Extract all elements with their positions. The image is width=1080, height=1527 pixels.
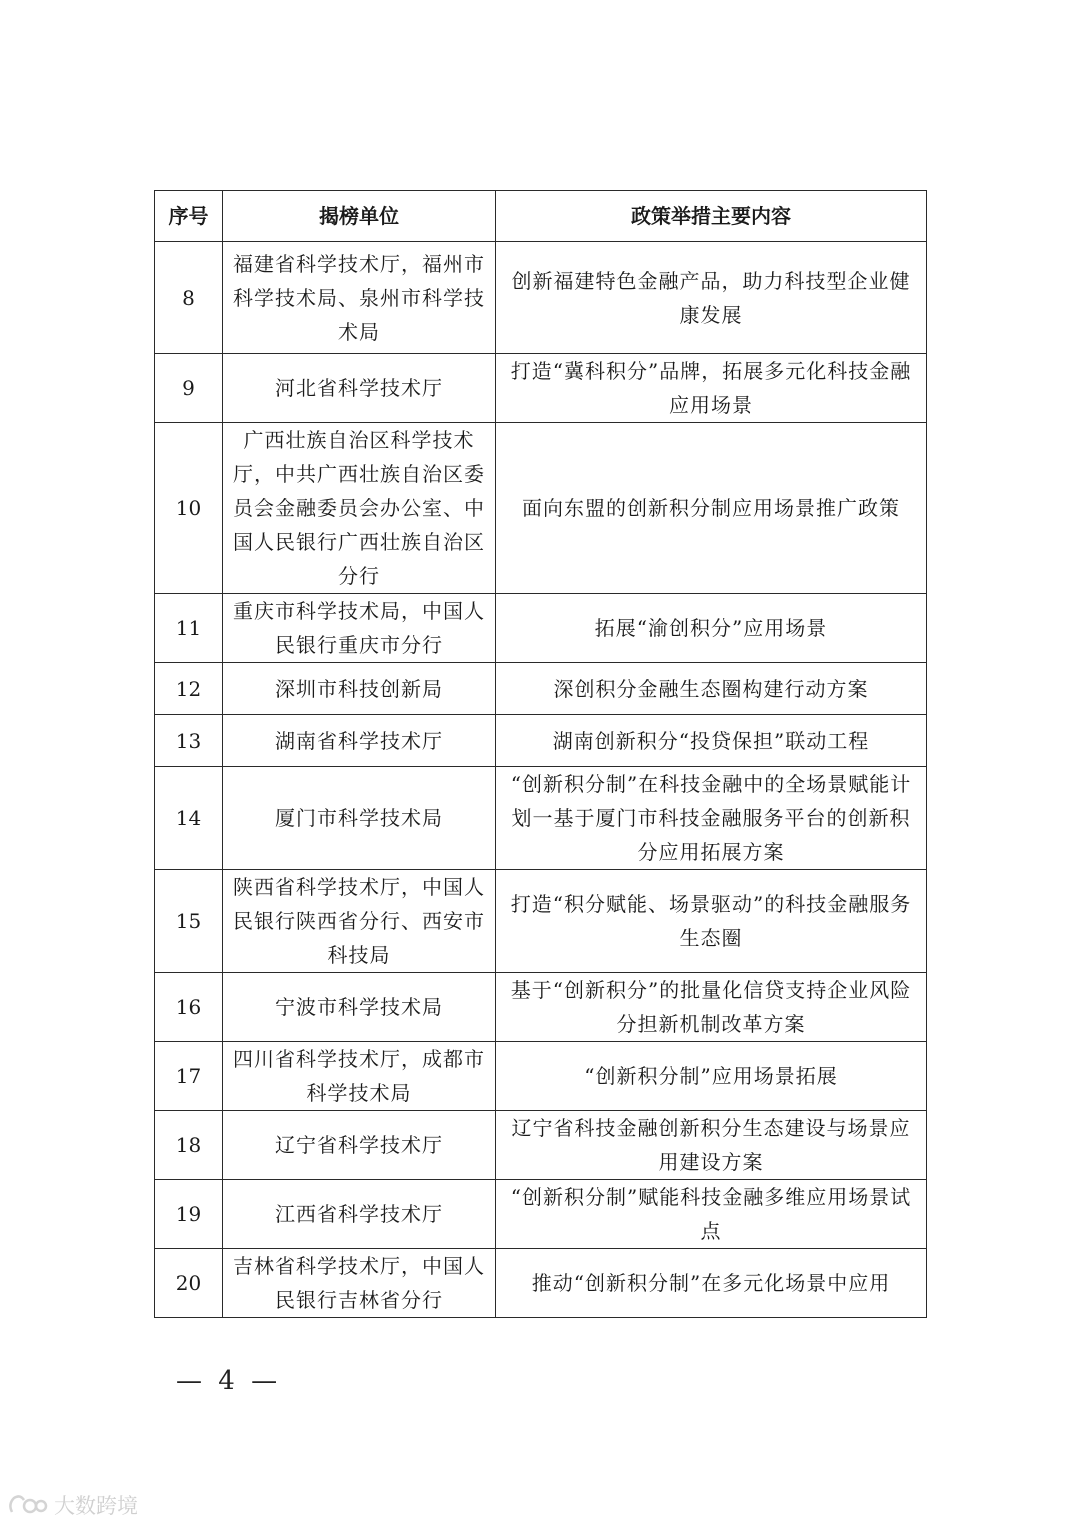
table-row	[155, 973, 927, 1042]
row-content: 推动“创新积分制”在多元化场景中应用	[496, 1249, 927, 1318]
header-content: 政策举措主要内容	[496, 191, 927, 242]
row-number: 11	[155, 594, 223, 663]
row-number: 10	[155, 423, 223, 594]
watermark-text: 大数跨境	[54, 1494, 138, 1518]
watermark-logo-icon	[6, 1492, 48, 1518]
row-unit: 宁波市科学技术局	[223, 973, 496, 1042]
row-unit: 陕西省科学技术厅，中国人民银行陕西省分行、西安市科技局	[223, 870, 496, 973]
row-content: 深创积分金融生态圈构建行动方案	[496, 663, 927, 715]
row-number: 14	[155, 767, 223, 870]
row-unit: 河北省科学技术厅	[223, 354, 496, 423]
row-content: 辽宁省科技金融创新积分生态建设与场景应用建设方案	[496, 1111, 927, 1180]
header-number: 序号	[155, 191, 223, 242]
row-content: 拓展“渝创积分”应用场景	[496, 594, 927, 663]
row-number: 20	[155, 1249, 223, 1318]
row-content: 基于“创新积分”的批量化信贷支持企业风险分担新机制改革方案	[496, 973, 927, 1042]
row-number: 15	[155, 870, 223, 973]
row-unit: 深圳市科技创新局	[223, 663, 496, 715]
row-unit: 重庆市科学技术局，中国人民银行重庆市分行	[223, 594, 496, 663]
row-number: 18	[155, 1111, 223, 1180]
row-content: 打造“积分赋能、场景驱动”的科技金融服务生态圈	[496, 870, 927, 973]
row-content: 面向东盟的创新积分制应用场景推广政策	[496, 423, 927, 594]
table-row	[155, 1111, 927, 1180]
row-unit: 湖南省科学技术厅	[223, 715, 496, 767]
page-number: — 4 —	[176, 1366, 282, 1396]
table-row	[155, 767, 927, 870]
table-header-row	[155, 191, 927, 242]
row-content: 打造“冀科积分”品牌，拓展多元化科技金融应用场景	[496, 354, 927, 423]
row-unit: 四川省科学技术厅，成都市科学技术局	[223, 1042, 496, 1111]
table-row	[155, 870, 927, 973]
row-content: “创新积分制”在科技金融中的全场景赋能计划一基于厦门市科技金融服务平台的创新积分应用拓展方案	[496, 767, 927, 870]
row-unit: 广西壮族自治区科学技术厅，中共广西壮族自治区委员会金融委员会办公室、中国人民银行广西壮族自治区分行	[223, 423, 496, 594]
table-row	[155, 1180, 927, 1249]
table-row	[155, 715, 927, 767]
table-row	[155, 663, 927, 715]
row-unit: 吉林省科学技术厅，中国人民银行吉林省分行	[223, 1249, 496, 1318]
table-row	[155, 242, 927, 354]
row-content: 湖南创新积分“投贷保担”联动工程	[496, 715, 927, 767]
row-number: 16	[155, 973, 223, 1042]
watermark	[6, 1490, 138, 1520]
table-row	[155, 1249, 927, 1318]
table-row	[155, 423, 927, 594]
row-content: “创新积分制”应用场景拓展	[496, 1042, 927, 1111]
row-unit: 福建省科学技术厅，福州市科学技术局、泉州市科学技术局	[223, 242, 496, 354]
row-content: 创新福建特色金融产品，助力科技型企业健康发展	[496, 242, 927, 354]
header-unit: 揭榜单位	[223, 191, 496, 242]
row-number: 12	[155, 663, 223, 715]
policy-table	[154, 190, 927, 1318]
row-unit: 辽宁省科学技术厅	[223, 1111, 496, 1180]
table-row	[155, 1042, 927, 1111]
table-row	[155, 354, 927, 423]
table-row	[155, 594, 927, 663]
row-number: 13	[155, 715, 223, 767]
row-unit: 江西省科学技术厅	[223, 1180, 496, 1249]
row-number: 9	[155, 354, 223, 423]
row-number: 8	[155, 242, 223, 354]
row-content: “创新积分制”赋能科技金融多维应用场景试点	[496, 1180, 927, 1249]
row-unit: 厦门市科学技术局	[223, 767, 496, 870]
row-number: 19	[155, 1180, 223, 1249]
row-number: 17	[155, 1042, 223, 1111]
